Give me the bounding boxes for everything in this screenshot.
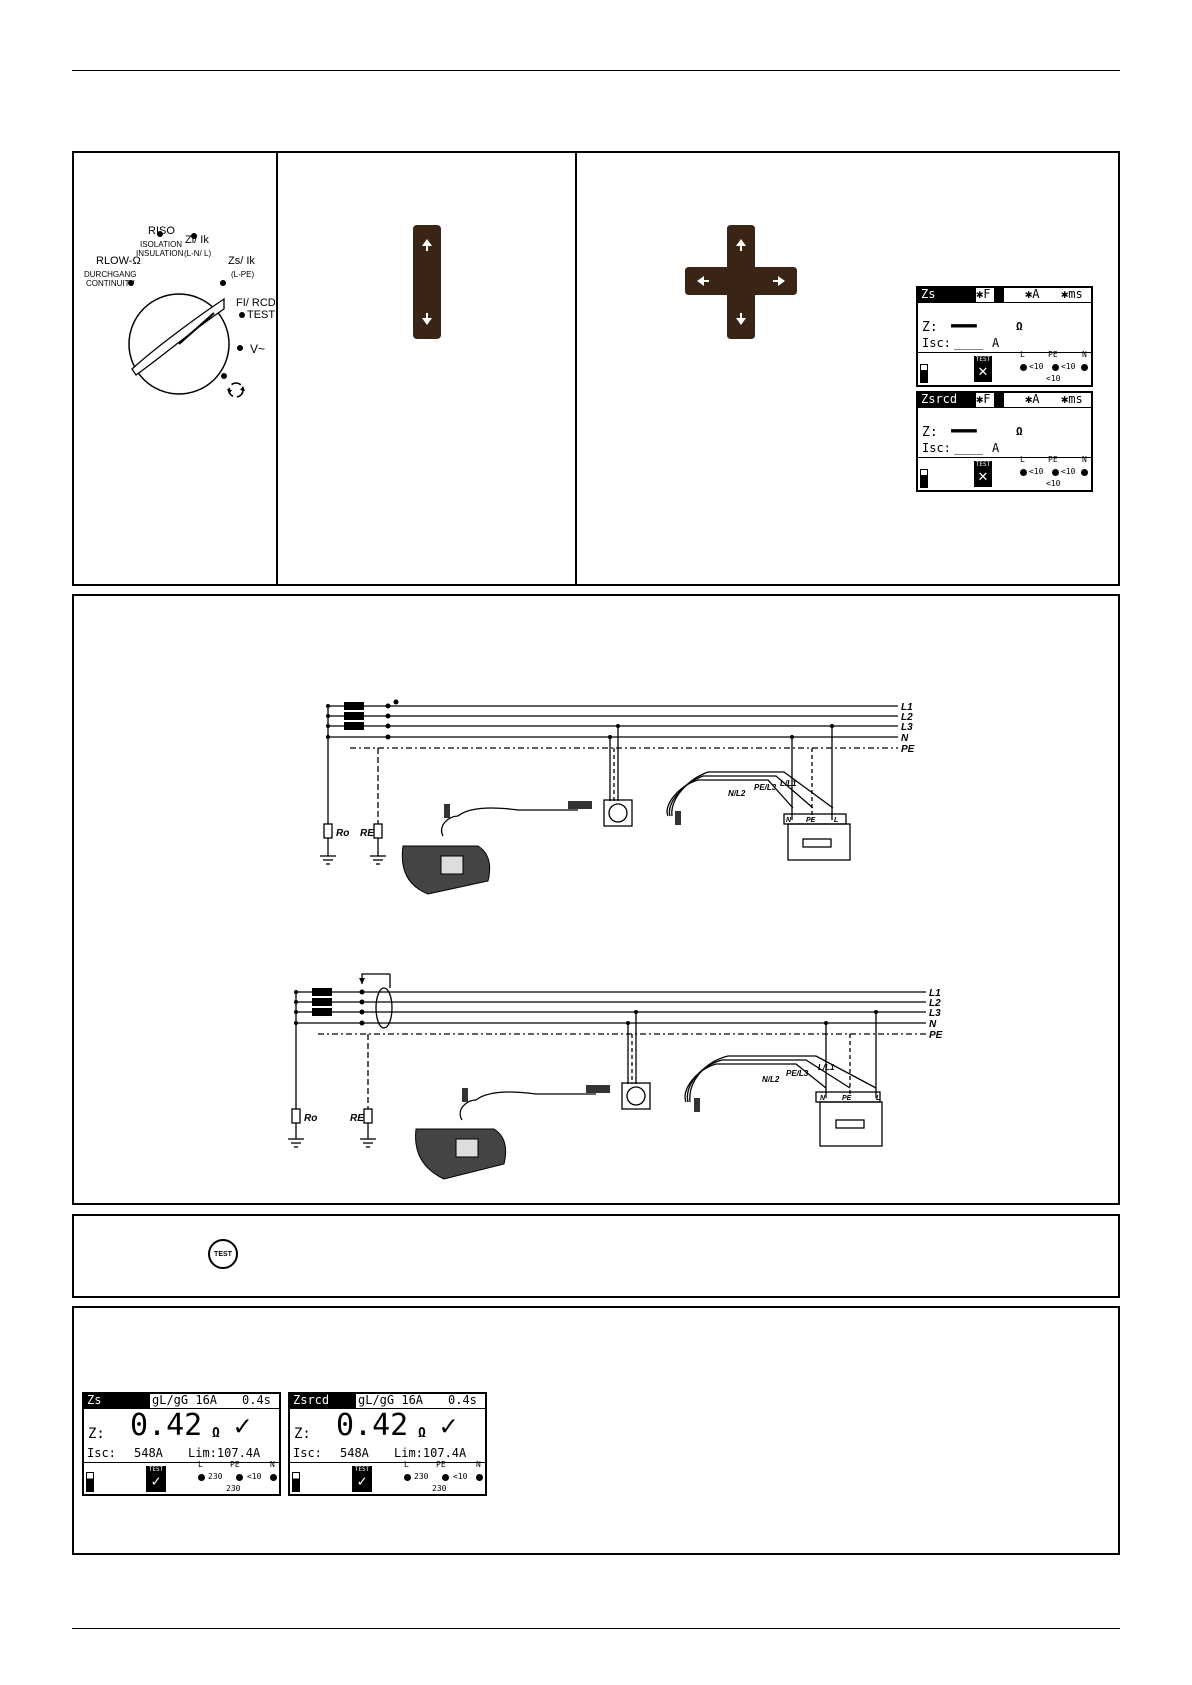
z-label: Z: (88, 1426, 105, 1442)
terminal-l: L (1020, 350, 1025, 359)
terminal-l: L (1020, 455, 1025, 464)
dial-dot (220, 280, 226, 286)
z-label: Z: (294, 1426, 311, 1442)
wiring-diagram-tn (298, 696, 978, 921)
divider (276, 153, 278, 584)
line-label: PE (901, 744, 915, 755)
screen-title: Zsrcd (293, 1393, 330, 1407)
terminal-n: N (1082, 455, 1087, 464)
rotary-switch[interactable] (74, 153, 276, 584)
terminal-pe: PE (1048, 455, 1058, 464)
test-cross-icon: TEST ✕ (975, 356, 991, 380)
voltage-l-n: <10 (1046, 374, 1061, 383)
voltage-l-n: 230 (432, 1484, 447, 1493)
line-label: L1 (901, 702, 913, 713)
z-unit: Ω (418, 1426, 426, 1441)
terminal-label: PE (806, 817, 816, 824)
isc-value: 548A (134, 1446, 163, 1460)
re-label: RE (360, 828, 374, 839)
r0-label: Ro (336, 828, 350, 839)
test-cross-icon: TEST ✕ (975, 461, 991, 485)
isc-unit: A (992, 336, 1000, 350)
z-label: Z: (922, 425, 938, 440)
lcd-screen-zs-result (82, 1392, 281, 1496)
cursor-keys[interactable] (685, 225, 797, 339)
isc-label: Isc: (922, 441, 951, 455)
fuse-time: 0.4s (448, 1393, 477, 1407)
instrument-icon (402, 801, 681, 894)
probe-label: N/L2 (728, 789, 746, 798)
line-label: L2 (929, 998, 941, 1009)
lcd-screen-zsrcd-initial (916, 391, 1093, 492)
dial-label-zi-sub: (L-N/ L) (184, 249, 212, 258)
isc-unit: A (992, 441, 1000, 455)
instrument-icon (416, 1085, 700, 1179)
probe-label: PE/L3 (786, 1069, 809, 1078)
test-pass-icon: TEST ✓ (146, 1466, 166, 1492)
isc-value: ____ (954, 441, 983, 455)
up-down-key[interactable] (413, 225, 441, 339)
terminal-n: N (1082, 350, 1087, 359)
screen-field: ✱F (976, 392, 991, 406)
isc-value: ____ (954, 336, 983, 350)
voltage-l-pe: <10 (1029, 362, 1044, 371)
dial-label-rlow-sub: DURCHGANG (84, 270, 137, 279)
dial-label-zs-sub: (L-PE) (231, 270, 255, 279)
fuse-time: 0.4s (242, 1393, 271, 1407)
battery-icon (920, 364, 928, 383)
terminal-label: L (834, 817, 839, 824)
screen-field: ✱ms (1061, 287, 1083, 301)
rotary-knob-icon (124, 289, 234, 399)
voltage-l-pe: 230 (208, 1472, 223, 1481)
z-value: 0.42 (336, 1408, 409, 1443)
terminal-label: PE (842, 1095, 852, 1102)
pass-check-icon: ✓ (234, 1409, 251, 1442)
probe-label: L/L1 (780, 779, 797, 788)
battery-icon (292, 1472, 300, 1492)
z-value: ▬▬▬▬ (951, 318, 976, 332)
isc-limit: Lim:107.4A (188, 1446, 261, 1460)
header-rule (72, 70, 1120, 71)
voltage-pe-n: <10 (1061, 467, 1076, 476)
line-label: N (929, 1019, 937, 1030)
voltage-pe-n: <10 (453, 1472, 468, 1481)
dial-label-riso-sub: INSULATION (136, 249, 184, 258)
pass-check-icon: ✓ (440, 1409, 457, 1442)
z-value: ▬▬▬▬ (951, 423, 976, 437)
fuse-type: gL/gG 16A (152, 1393, 218, 1407)
isc-label: Isc: (87, 1446, 116, 1460)
screen-title: Zs (87, 1393, 102, 1407)
battery-icon (920, 469, 928, 488)
voltage-l-pe: 230 (414, 1472, 429, 1481)
battery-icon (86, 1472, 94, 1492)
test-pass-icon: TEST ✓ (352, 1466, 372, 1492)
dial-label-riso: RISO (148, 225, 175, 237)
screen-title: Zs (921, 287, 936, 301)
z-unit: Ω (212, 1426, 220, 1441)
screen-field: ✱ms (1061, 392, 1083, 406)
line-label: L1 (929, 988, 941, 999)
controls-panel (72, 151, 1120, 586)
re-label: RE (350, 1113, 364, 1124)
fuse-type: gL/gG 16A (358, 1393, 424, 1407)
probe-label: PE/L3 (754, 783, 777, 792)
probe-label: N/L2 (762, 1075, 780, 1084)
isc-label: Isc: (922, 336, 951, 350)
terminal-n: N (476, 1460, 481, 1469)
dial-label-rlow: RLOW-Ω (96, 255, 141, 267)
wiring-diagram-panel (72, 594, 1120, 1205)
divider (575, 153, 577, 584)
dial-dot (239, 312, 245, 318)
dial-label-zi: Zi/ Ik (185, 234, 209, 246)
z-unit: Ω (1016, 320, 1023, 333)
probe-label: L/L1 (818, 1063, 835, 1072)
dial-label-fi-sub: TEST (247, 309, 276, 321)
dial-label-fi: FI/ RCD (236, 297, 276, 309)
line-label: L3 (929, 1008, 941, 1019)
lcd-screen-zs-initial (916, 286, 1093, 387)
terminal-n: N (270, 1460, 275, 1469)
screen-field: ✱A (1025, 287, 1040, 301)
isc-label: Isc: (293, 1446, 322, 1460)
line-label: L3 (901, 722, 913, 733)
dial-label-riso-sub: ISOLATION (140, 240, 183, 249)
dial-label-zs: Zs/ Ik (228, 255, 255, 267)
lcd-screen-zsrcd-result (288, 1392, 487, 1496)
footer-rule (72, 1628, 1120, 1629)
screen-field: ✱A (1025, 392, 1040, 406)
terminal-l: L (404, 1460, 409, 1469)
voltage-pe-n: <10 (1061, 362, 1076, 371)
r0-label: Ro (304, 1113, 318, 1124)
terminal-label: L (876, 1095, 881, 1102)
results-panel (72, 1306, 1120, 1555)
line-label: PE (929, 1030, 943, 1041)
terminal-pe: PE (230, 1460, 240, 1469)
voltage-l-n: <10 (1046, 479, 1061, 488)
voltage-l-pe: <10 (1029, 467, 1044, 476)
terminal-l: L (198, 1460, 203, 1469)
rotate-phase-icon (224, 378, 248, 402)
start-test-panel (72, 1214, 1120, 1298)
terminal-pe: PE (436, 1460, 446, 1469)
z-unit: Ω (1016, 425, 1023, 438)
voltage-pe-n: <10 (247, 1472, 262, 1481)
dial-dot (237, 345, 243, 351)
terminal-label: N (820, 1095, 826, 1102)
isc-limit: Lim:107.4A (394, 1446, 467, 1460)
dial-label-v: V~ (250, 342, 266, 356)
terminal-pe: PE (1048, 350, 1058, 359)
screen-title: Zsrcd (921, 392, 958, 406)
dial-label-rlow-sub: CONTINUITY (86, 279, 135, 288)
isc-value: 548A (340, 1446, 369, 1460)
terminal-label: N (786, 817, 792, 824)
z-value: 0.42 (130, 1408, 203, 1443)
line-label: N (901, 733, 909, 744)
z-label: Z: (922, 320, 938, 335)
test-button-label: TEST (214, 1251, 232, 1258)
wiring-diagram-rcd (266, 964, 1006, 1199)
line-label: L2 (901, 712, 913, 723)
test-button[interactable] (208, 1239, 238, 1269)
screen-field: ✱F (976, 287, 991, 301)
voltage-l-n: 230 (226, 1484, 241, 1493)
